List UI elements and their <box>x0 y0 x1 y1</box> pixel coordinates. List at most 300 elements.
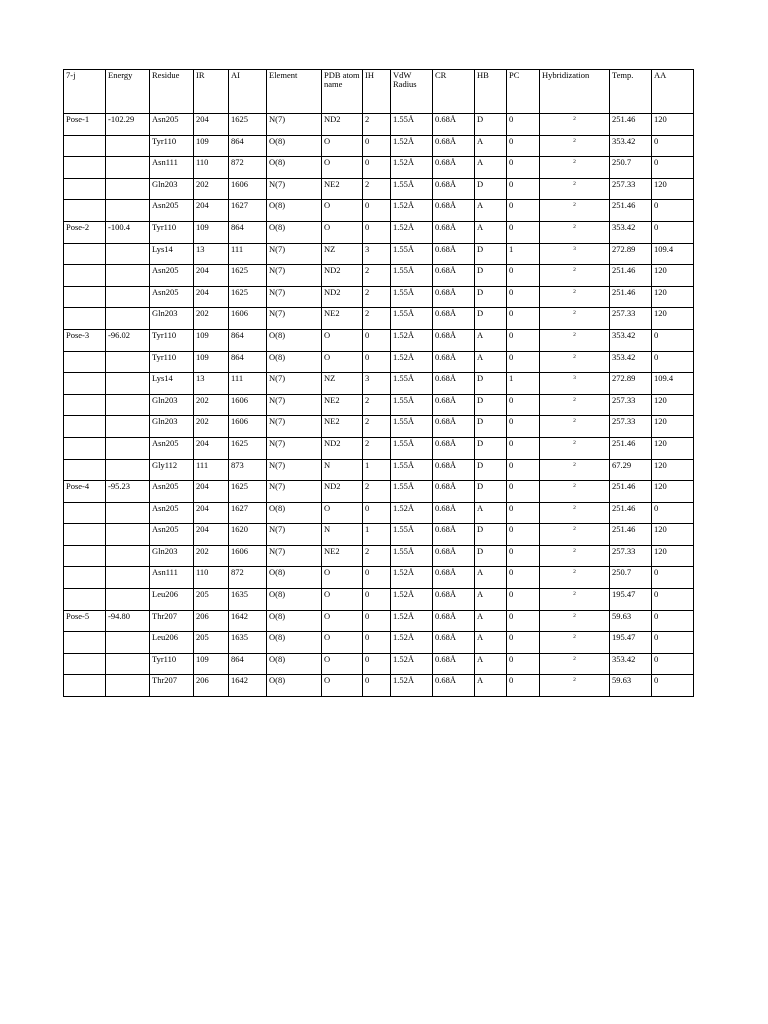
table-cell <box>106 308 150 330</box>
column-header: PDB atom name <box>322 70 363 114</box>
table-cell: O <box>322 200 363 222</box>
table-cell: D <box>475 308 507 330</box>
table-cell: 251.46 <box>610 502 652 524</box>
table-cell: A <box>475 653 507 675</box>
table-header <box>64 70 694 114</box>
table-cell: 1.52Å <box>391 157 433 179</box>
table-cell: NE2 <box>322 308 363 330</box>
table-cell: 0 <box>363 157 391 179</box>
table-cell: 0.68Å <box>433 308 475 330</box>
table-cell: 2 <box>540 459 610 481</box>
table-cell: 1606 <box>229 308 267 330</box>
table-cell: 2 <box>540 481 610 503</box>
table-cell: 1.55Å <box>391 243 433 265</box>
table-cell: A <box>475 329 507 351</box>
table-cell: 1635 <box>229 589 267 611</box>
table-cell: 120 <box>652 265 694 287</box>
table-cell: 1.52Å <box>391 135 433 157</box>
table-cell <box>64 200 106 222</box>
table-cell: 1.52Å <box>391 632 433 654</box>
table-cell: O(8) <box>267 589 322 611</box>
table-cell <box>64 675 106 697</box>
table-cell: 0 <box>507 394 540 416</box>
table-cell: 1.52Å <box>391 653 433 675</box>
table-cell: 110 <box>194 157 229 179</box>
table-cell: 0.68Å <box>433 437 475 459</box>
table-cell: 0 <box>507 178 540 200</box>
table-cell: 206 <box>194 610 229 632</box>
table-cell: 1 <box>363 524 391 546</box>
table-cell: 0 <box>363 502 391 524</box>
table-cell: Pose-3 <box>64 329 106 351</box>
table-cell: N(7) <box>267 437 322 459</box>
table-cell: 0 <box>363 329 391 351</box>
column-header: Energy <box>106 70 150 114</box>
table-cell: 1.55Å <box>391 114 433 136</box>
table-cell: 0.68Å <box>433 545 475 567</box>
table-cell: Pose-1 <box>64 114 106 136</box>
table-cell: 0 <box>507 610 540 632</box>
table-cell: 0 <box>507 114 540 136</box>
table-cell: 1625 <box>229 437 267 459</box>
table-cell: 251.46 <box>610 437 652 459</box>
table-cell: 3 <box>363 373 391 395</box>
table-cell: Tyr110 <box>150 329 194 351</box>
table-cell: O <box>322 221 363 243</box>
table-cell: N(7) <box>267 265 322 287</box>
table-cell: 0 <box>507 567 540 589</box>
table-cell: Lys14 <box>150 373 194 395</box>
table-cell: 0 <box>652 589 694 611</box>
table-cell: 251.46 <box>610 286 652 308</box>
table-cell: O(8) <box>267 329 322 351</box>
table-cell: 120 <box>652 459 694 481</box>
table-cell: 872 <box>229 157 267 179</box>
table-cell: 204 <box>194 286 229 308</box>
table-row <box>64 308 694 330</box>
table-cell: 1.52Å <box>391 675 433 697</box>
table-cell: 251.46 <box>610 524 652 546</box>
table-cell <box>64 502 106 524</box>
table-cell: 1635 <box>229 632 267 654</box>
table-cell: 2 <box>363 178 391 200</box>
table-cell <box>64 243 106 265</box>
table-cell: Gln203 <box>150 545 194 567</box>
table-cell: N(7) <box>267 286 322 308</box>
table-cell <box>106 632 150 654</box>
table-cell: 204 <box>194 437 229 459</box>
table-cell: 873 <box>229 459 267 481</box>
table-cell: 0 <box>507 329 540 351</box>
table-cell: N(7) <box>267 459 322 481</box>
table-cell: Asn205 <box>150 524 194 546</box>
table-cell: Leu206 <box>150 632 194 654</box>
table-cell: O(8) <box>267 351 322 373</box>
table-cell: 864 <box>229 329 267 351</box>
table-cell: 2 <box>540 502 610 524</box>
table-cell: O <box>322 351 363 373</box>
table-cell: 204 <box>194 524 229 546</box>
table-cell: 120 <box>652 416 694 438</box>
table-cell: -95.23 <box>106 481 150 503</box>
table-cell: 2 <box>540 653 610 675</box>
table-cell <box>106 286 150 308</box>
column-header: Hybridization <box>540 70 610 114</box>
table-cell: 0 <box>507 459 540 481</box>
table-cell: D <box>475 373 507 395</box>
table-cell: Asn111 <box>150 567 194 589</box>
table-cell: 0.68Å <box>433 589 475 611</box>
table-row <box>64 589 694 611</box>
table-cell: 0.68Å <box>433 286 475 308</box>
table-cell: 0 <box>652 329 694 351</box>
table-cell: 864 <box>229 653 267 675</box>
table-cell: 120 <box>652 545 694 567</box>
table-cell: 0 <box>363 675 391 697</box>
table-cell: 2 <box>363 416 391 438</box>
table-cell: 2 <box>363 114 391 136</box>
table-cell: 2 <box>540 589 610 611</box>
table-cell: 1.52Å <box>391 502 433 524</box>
table-row <box>64 675 694 697</box>
table-cell: N(7) <box>267 481 322 503</box>
table-cell: 109.4 <box>652 373 694 395</box>
table-cell: 0.68Å <box>433 329 475 351</box>
table-cell: -102.29 <box>106 114 150 136</box>
table-cell: 0 <box>363 200 391 222</box>
table-cell: 1.55Å <box>391 481 433 503</box>
table-cell: O <box>322 567 363 589</box>
table-cell: N(7) <box>267 416 322 438</box>
table-cell <box>106 524 150 546</box>
table-cell: 204 <box>194 200 229 222</box>
table-cell: O(8) <box>267 653 322 675</box>
table-cell: 1642 <box>229 675 267 697</box>
table-body <box>64 114 694 697</box>
table-cell: 2 <box>540 567 610 589</box>
table-cell: D <box>475 545 507 567</box>
table-cell: D <box>475 481 507 503</box>
table-cell <box>106 416 150 438</box>
table-cell: 111 <box>194 459 229 481</box>
table-cell: D <box>475 416 507 438</box>
table-row <box>64 545 694 567</box>
table-cell: 1.55Å <box>391 178 433 200</box>
table-cell: 0 <box>363 135 391 157</box>
column-header: VdW Radius <box>391 70 433 114</box>
table-cell: 202 <box>194 394 229 416</box>
table-cell: A <box>475 502 507 524</box>
table-cell: 0 <box>363 567 391 589</box>
table-cell: 251.46 <box>610 200 652 222</box>
table-cell: NE2 <box>322 416 363 438</box>
table-cell: 0 <box>507 675 540 697</box>
table-cell <box>106 545 150 567</box>
table-cell: O <box>322 610 363 632</box>
table-cell: A <box>475 589 507 611</box>
table-cell: A <box>475 157 507 179</box>
table-cell <box>106 437 150 459</box>
table-cell: 0.68Å <box>433 459 475 481</box>
table-cell: O(8) <box>267 567 322 589</box>
table-cell: 1 <box>507 243 540 265</box>
table-cell: 0.68Å <box>433 567 475 589</box>
table-cell: O(8) <box>267 200 322 222</box>
table-cell: 120 <box>652 178 694 200</box>
column-header: AA <box>652 70 694 114</box>
table-cell: 202 <box>194 308 229 330</box>
table-cell: Asn205 <box>150 286 194 308</box>
table-cell: 0.68Å <box>433 610 475 632</box>
table-cell: 0 <box>363 351 391 373</box>
table-cell <box>64 308 106 330</box>
table-cell: O(8) <box>267 135 322 157</box>
table-cell: 0.68Å <box>433 200 475 222</box>
table-cell <box>64 373 106 395</box>
table-cell: ND2 <box>322 265 363 287</box>
table-cell: 2 <box>540 351 610 373</box>
table-cell: 2 <box>540 178 610 200</box>
table-cell: A <box>475 675 507 697</box>
docking-results-table <box>63 69 694 697</box>
table-row <box>64 265 694 287</box>
table-cell: 0 <box>363 653 391 675</box>
table-cell: 109.4 <box>652 243 694 265</box>
table-cell: 1625 <box>229 481 267 503</box>
table-cell: 864 <box>229 351 267 373</box>
table-cell <box>106 502 150 524</box>
table-cell: 59.63 <box>610 675 652 697</box>
table-cell <box>106 459 150 481</box>
table-row <box>64 481 694 503</box>
table-cell: Gln203 <box>150 416 194 438</box>
column-header: 7-j <box>64 70 106 114</box>
table-cell: N <box>322 524 363 546</box>
table-cell: D <box>475 114 507 136</box>
table-cell: N(7) <box>267 394 322 416</box>
table-cell: 2 <box>540 114 610 136</box>
table-cell: 1.55Å <box>391 394 433 416</box>
table-cell: 1.55Å <box>391 545 433 567</box>
table-cell <box>64 416 106 438</box>
table-cell: 2 <box>363 265 391 287</box>
table-cell: 1.55Å <box>391 524 433 546</box>
table-cell: 251.46 <box>610 481 652 503</box>
table-cell: A <box>475 632 507 654</box>
table-cell: 0.68Å <box>433 675 475 697</box>
table-row <box>64 524 694 546</box>
table-cell: 0 <box>507 200 540 222</box>
table-cell: 0 <box>507 545 540 567</box>
table-row <box>64 351 694 373</box>
column-header: HB <box>475 70 507 114</box>
table-cell: 1.52Å <box>391 567 433 589</box>
table-cell: 109 <box>194 351 229 373</box>
table-cell: D <box>475 394 507 416</box>
table-cell: 2 <box>540 675 610 697</box>
table-cell: 2 <box>363 308 391 330</box>
table-cell <box>64 135 106 157</box>
table-cell: O <box>322 135 363 157</box>
table-cell: NE2 <box>322 178 363 200</box>
table-cell: 204 <box>194 265 229 287</box>
table-cell <box>106 157 150 179</box>
table-cell <box>106 243 150 265</box>
table-cell: 1.55Å <box>391 286 433 308</box>
column-header: Element <box>267 70 322 114</box>
table-cell: 1620 <box>229 524 267 546</box>
table-cell: 1.55Å <box>391 459 433 481</box>
table-row <box>64 632 694 654</box>
table-cell <box>64 524 106 546</box>
table-cell <box>106 567 150 589</box>
table-cell: 0.68Å <box>433 265 475 287</box>
table-row <box>64 459 694 481</box>
table-cell: ND2 <box>322 437 363 459</box>
table-cell: 1.55Å <box>391 437 433 459</box>
table-cell: Thr207 <box>150 610 194 632</box>
table-cell: 111 <box>229 243 267 265</box>
table-cell: 2 <box>540 265 610 287</box>
table-cell: NE2 <box>322 545 363 567</box>
table-cell: 109 <box>194 329 229 351</box>
table-cell: 1.52Å <box>391 610 433 632</box>
table-cell: 1.52Å <box>391 200 433 222</box>
table-row <box>64 157 694 179</box>
table-cell: 2 <box>363 545 391 567</box>
table-row <box>64 653 694 675</box>
table-cell: 59.63 <box>610 610 652 632</box>
table-cell: 0 <box>652 200 694 222</box>
table-cell <box>106 351 150 373</box>
table-cell: 2 <box>540 135 610 157</box>
table-cell <box>64 286 106 308</box>
table-cell <box>64 632 106 654</box>
table-cell: 257.33 <box>610 545 652 567</box>
table-cell: A <box>475 567 507 589</box>
table-cell: Gln203 <box>150 178 194 200</box>
table-cell: 0 <box>507 632 540 654</box>
table-row <box>64 286 694 308</box>
table-cell: 0 <box>363 610 391 632</box>
table-cell: A <box>475 610 507 632</box>
table-cell <box>64 265 106 287</box>
table-row <box>64 178 694 200</box>
table-cell: N(7) <box>267 524 322 546</box>
table-cell: 0 <box>507 653 540 675</box>
table-row <box>64 394 694 416</box>
table-cell: 257.33 <box>610 394 652 416</box>
table-cell: 250.7 <box>610 567 652 589</box>
table-cell: O(8) <box>267 157 322 179</box>
table-cell: 0 <box>507 351 540 373</box>
table-cell: -96.02 <box>106 329 150 351</box>
column-header: Residue <box>150 70 194 114</box>
table-cell: 0 <box>507 157 540 179</box>
table-cell: Pose-4 <box>64 481 106 503</box>
table-cell: 1606 <box>229 394 267 416</box>
table-cell: 0 <box>652 653 694 675</box>
table-cell: 0 <box>507 286 540 308</box>
table-cell: 206 <box>194 675 229 697</box>
table-cell: 120 <box>652 481 694 503</box>
table-cell: -94.80 <box>106 610 150 632</box>
table-cell: 195.47 <box>610 632 652 654</box>
table-cell <box>64 459 106 481</box>
table-cell: Pose-2 <box>64 221 106 243</box>
table-cell <box>106 135 150 157</box>
table-cell: 872 <box>229 567 267 589</box>
table-cell: Tyr110 <box>150 221 194 243</box>
table-cell: 0 <box>507 221 540 243</box>
table-cell: 2 <box>540 524 610 546</box>
table-cell <box>106 394 150 416</box>
table-cell: 2 <box>540 394 610 416</box>
table-cell: NE2 <box>322 394 363 416</box>
table-cell: 1 <box>363 459 391 481</box>
table-cell: 2 <box>540 416 610 438</box>
table-cell: 250.7 <box>610 157 652 179</box>
table-cell: 0.68Å <box>433 373 475 395</box>
table-cell: 2 <box>363 437 391 459</box>
table-cell: 0 <box>363 632 391 654</box>
table-cell: 205 <box>194 632 229 654</box>
table-cell: Asn205 <box>150 481 194 503</box>
table-cell: 202 <box>194 545 229 567</box>
table-cell: 0.68Å <box>433 178 475 200</box>
table-cell <box>64 394 106 416</box>
table-cell: 202 <box>194 416 229 438</box>
table-cell: 2 <box>540 545 610 567</box>
table-cell: 1.52Å <box>391 221 433 243</box>
table-cell <box>106 178 150 200</box>
table-cell: 0.68Å <box>433 416 475 438</box>
table-cell <box>64 545 106 567</box>
table-cell: 353.42 <box>610 351 652 373</box>
table-cell: 0 <box>507 308 540 330</box>
table-cell: O <box>322 329 363 351</box>
table-cell <box>64 437 106 459</box>
table-cell: N <box>322 459 363 481</box>
table-cell: 120 <box>652 286 694 308</box>
table-cell: 2 <box>540 632 610 654</box>
table-cell: N(7) <box>267 545 322 567</box>
table-cell: O(8) <box>267 675 322 697</box>
table-cell: 0.68Å <box>433 653 475 675</box>
table-row <box>64 221 694 243</box>
table-cell: D <box>475 459 507 481</box>
table-cell: Pose-5 <box>64 610 106 632</box>
table-cell: 353.42 <box>610 221 652 243</box>
table-cell: D <box>475 437 507 459</box>
table-cell: 272.89 <box>610 243 652 265</box>
table-row <box>64 437 694 459</box>
table-cell: 2 <box>540 329 610 351</box>
table-cell: O <box>322 502 363 524</box>
table-cell: 0 <box>652 221 694 243</box>
table-cell: 0 <box>507 589 540 611</box>
table-cell: 251.46 <box>610 265 652 287</box>
table-cell: ND2 <box>322 286 363 308</box>
table-cell: 0 <box>363 589 391 611</box>
table-cell: 1.52Å <box>391 329 433 351</box>
table-cell: 0.68Å <box>433 632 475 654</box>
table-cell: 1.55Å <box>391 308 433 330</box>
table-cell: 1.55Å <box>391 416 433 438</box>
table-row <box>64 200 694 222</box>
table-cell: 0 <box>507 265 540 287</box>
table-cell: 0.68Å <box>433 351 475 373</box>
